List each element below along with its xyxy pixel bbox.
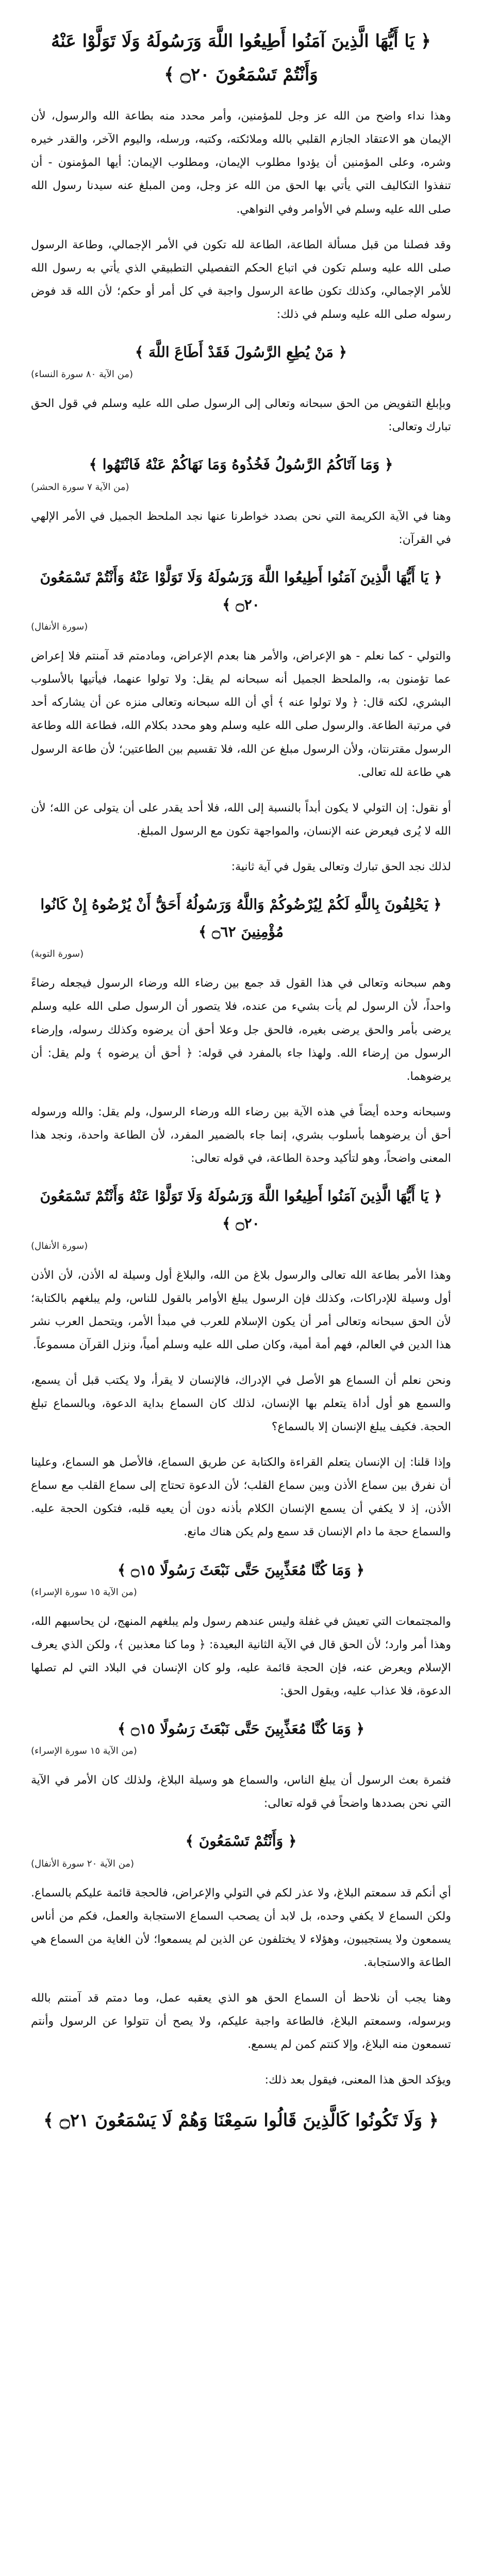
paragraph-5: والتولي - كما نعلم - هو الإعراض، والأمر هنا بعدم الإعراض، ومادمتم قد آمنتم فلا إعراض عما تؤمنون به، والملحظ الجميل أنه سبحانه لم يقل: ولا تولوا عنهما، فيأتيها بالأسلوب البشري، لكنه قال: ﴿ ولا تولوا عنه ﴾ أي أن الله سبحانه وتعالى منزه عن أن يشاركه أحد في مرتبة الطاعة. والرسول صلى الله عليه وسلم وهو محدد بكلام الله، فطاعة الله وطاعة الرسول مقترنتان، ولأن الرسول مبلغ عن الله، فلا تقسيم بين الطاعتين؛ لأن طاعة الرسول هي طاعة لله تعالى. [31,650,451,779]
paragraph-12: وإذا قلنا: إن الإنسان يتعلم القراءة والكتابة عن طريق السماع، فالأصل هو السماع، وعلينا أن نفرق بين سماع الأذن وبين سماع القلب؛ لأن الدعوة تحتاج إلى سماع القلب مع سماع الأذن، إذ لا يكفي أن يسمع الإنسان الكلام بأذنه دون أن يعيه قلبه، فتكون الحجة عليه. والسماع حجة ما دام الإنسان قد سمع ولم يكن هناك مانع. [31,1456,451,1539]
paragraph-14: فثمرة بعث الرسول أن يبلغ الناس، والسماع هو وسيلة البلاغ، ولذلك كان الأمر في الآية التي نحن بصددها واضحاً في قوله تعالى: [31,1774,451,1810]
paragraph-2: وقد فصلنا من قبل مسألة الطاعة، الطاعة لله تكون في الأمر الإجمالي، وطاعة الرسول صلى الله عليه وسلم تكون في اتباع الحكم التفصيلي التطبيقي الذي يأتي به رسول الله للأمر الإجمالي، وكذلك تكون طاعة الرسول واجبة في كل أمر أو حكم؛ لأن الله قد فوض رسوله صلى الله عليه وسلم في ذلك: [31,238,451,321]
paragraph-6: أو نقول: إن التولي لا يكون أبداً بالنسبة إلى الله، فلا أحد يقدر على أن يتولى عن الله؛ لأن الله لا يُرى فيعرض عنه الإنسان، والمواجهة تكون مع الرسول المبلغ. [31,801,451,838]
verse-2: ﴿ مَنْ يُطِعِ الرَّسُولَ فَقَدْ أَطَاعَ اللَّهَ ﴾ [135,344,347,361]
paragraph-9: وسبحانه وحده أيضاً في هذه الآية بين رضاء الله ورضاء الرسول، ولم يقل: والله ورسوله أحق أن يرضوهما بأسلوب بشري، إنما جاء بالضمير المفرد، لأن الطاعة واحدة، ونجد هذا المعنى واضحاً، وهو لتأكيد وحدة الطاعة، في قوله تعالى: [31,1105,451,1165]
paragraph-8: وهم سبحانه وتعالى في هذا القول قد جمع بين رضاء الله ورضاء الرسول فيجعله رضاءً واحداً، لأن الرسول لم يأت بشيء من عنده، فلا يتصور أن الرسول صلى الله عليه وسلم يرضى بأمر والحق يرضى بغيره، فالحق جل وعلا أحق أن يرضوه وكذلك رسوله، وإرضاء الرسول من إرضاء الله. ولهذا جاء بالمفرد في قوله: ﴿ أحق أن يرضوه ﴾ ولم يقل: أن يرضوهما. [31,977,451,1083]
paragraph-17: ويؤكد الحق هذا المعنى، فيقول بعد ذلك: [264,2074,451,2087]
verse-3-reference: (من الآية ٧ سورة الحشر) [31,481,129,493]
verse-7: ﴿ وَمَا كُنَّا مُعَذِّبِينَ حَتَّى نَبْعَثَ رَسُولًا ۝١٥ ﴾ [117,1561,365,1579]
paragraph-10: وهذا الأمر بطاعة الله تعالى والرسول بلاغ من الله، والبلاغ أول وسيلة له الأذن، لأن الأذن أول وسيلة للإدراكات، وكذلك فإن الرسول يبلغ الأوامر بالقول للناس، ولم يبلغهم بالكتابة؛ لأن الحق سبحانه وتعالى أمر أن يكون الإسلام للعرب في مبدأ الأمر، ويتحمل العرب نشر هذا الدين في العالم، فهم أمة أمية، وكان صلى الله عليه وسلم أمياً، ونزل القرآن مسموعاً. [31,1268,451,1351]
closing-verse: ﴿ وَلَا تَكُونُوا كَالَّذِينَ قَالُوا سَمِعْنَا وَهُمْ لَا يَسْمَعُونَ ۝٢١ ﴾ [43,2110,439,2131]
paragraph-15: أي أنكم قد سمعتم البلاغ، ولا عذر لكم في التولي والإعراض، فالحجة قائمة عليكم بالسماع. ولكن السماع لا يكفي وحده، بل لابد أن يصحب السماع الاستجابة والعمل، فكم من أناس يسمعون ولا يستجيبون، وهؤلاء لا يختلفون عن الذين لم يسمعوا؛ لأن الغاية من السماع هي الطاعة والاستجابة. [31,1886,451,1969]
verse-4: ﴿ يَا أَيُّهَا الَّذِينَ آمَنُوا أَطِيعُوا اللَّهَ وَرَسُولَهُ وَلَا تَوَلَّوْا عَنْهُ وَأَنْتُمْ تَسْمَعُونَ ۝٢٠ ﴾ [40,568,442,613]
verse-8: ﴿ وَمَا كُنَّا مُعَذِّبِينَ حَتَّى نَبْعَثَ رَسُولًا ۝١٥ ﴾ [117,1720,365,1738]
verse-7-reference: (من الآية ١٥ سورة الإسراء) [31,1586,137,1598]
verse-9: ﴿ وَأَنْتُمْ تَسْمَعُونَ ﴾ [185,1833,297,1850]
verse-4-reference: (سورة الأنفال) [31,621,88,633]
paragraph-16: وهنا يجب أن نلاحظ أن السماع الحق هو الذي يعقبه عمل، وما دمتم قد آمنتم بالله وبرسوله، وسمعتم البلاغ، فالطاعة واجبة عليكم، ولا يصح أن تتولوا عن الرسول وأنتم تسمعون منه البلاغ، وإلا كنتم كمن لم يسمع. [31,1992,451,2052]
verse-2-reference: (من الآية ٨٠ سورة النساء) [31,369,133,380]
paragraph-7: لذلك نجد الحق تبارك وتعالى يقول في آية ثانية: [231,860,451,873]
paragraph-4: وهنا في الآية الكريمة التي نحن بصدد خواطرنا عنها نجد الملحظ الجميل في الأمر الإلهي في القرآن: [31,510,451,546]
paragraph-13: والمجتمعات التي تعيش في غفلة وليس عندهم رسول ولم يبلغهم المنهج، لن يحاسبهم الله، وهذا أمر وارد؛ لأن الحق قال في الآية الثانية البعيدة: ﴿ وما كنا معذبين ﴾، ولكن الذي يعرف الإسلام ويعرض عنه، فإن الحجة قائمة عليه، ولو كان الإنسان في البلاد التي لم تصلها الدعوة، فلا عذاب عليه، ويقول الحق: [31,1615,451,1698]
opening-verse: ﴿ يَا أَيُّهَا الَّذِينَ آمَنُوا أَطِيعُوا اللَّهَ وَرَسُولَهُ وَلَا تَوَلَّوْا عَنْهُ وَأَنْتُمْ تَسْمَعُونَ ۝٢٠ ﴾ [51,31,431,85]
paragraph-11: ونحن نعلم أن السماع هو الأصل في الإدراك، فالإنسان لا يقرأ، ولا يكتب قبل أن يسمع، والسمع هو أول أداة يتعلم بها الإنسان، لذلك كان السماع بداية الدعوة، وبالسماع تبلغ الحجة. فكيف يبلغ الإنسان إلا بالسماع؟ [31,1374,451,1434]
verse-6: ﴿ يَا أَيُّهَا الَّذِينَ آمَنُوا أَطِيعُوا اللَّهَ وَرَسُولَهُ وَلَا تَوَلَّوْا عَنْهُ وَأَنْتُمْ تَسْمَعُونَ ۝٢٠ ﴾ [40,1188,442,1232]
verse-6-reference: (سورة الأنفال) [31,1240,88,1251]
verse-3: ﴿ وَمَا آتَاكُمُ الرَّسُولُ فَخُذُوهُ وَمَا نَهَاكُمْ عَنْهُ فَانْتَهُوا ﴾ [89,456,393,473]
verse-8-reference: (من الآية ١٥ سورة الإسراء) [31,1745,137,1757]
paragraph-1: وهذا نداء واضح من الله عز وجل للمؤمنين، وأمر محدد منه بطاعة الله والرسول، لأن الإيمان هو الاعتقاد الجازم القلبي بالله وملائكته، وكتبه، ورسله، واليوم الآخر، والقدر خيره وشره، وعلى المؤمنين أن يؤدوا مطلوب الإيمان، ومطلوب الإيمان: أيها المؤمنون - أن تنفذوا التكاليف التي يأتي بها الحق من الله عز وجل، ومن المبلغ عنه سيدنا رسول الله صلى الله عليه وسلم في الأوامر وفي النواهي. [31,110,451,216]
verse-9-reference: (من الآية ٢٠ سورة الأنفال) [31,1858,135,1869]
paragraph-3: وبإبلغ التفويض من الحق سبحانه وتعالى إلى الرسول صلى الله عليه وسلم في قول الحق تبارك وتعالى: [31,397,451,434]
verse-5: ﴿ يَحْلِفُونَ بِاللَّهِ لَكُمْ لِيُرْضُوكُمْ وَاللَّهُ وَرَسُولُهُ أَحَقُّ أَنْ يُرْضُوهُ إِنْ كَانُوا مُؤْمِنِينَ ۝٦٢ ﴾ [40,896,442,941]
verse-5-reference: (سورة التوبة) [31,948,84,960]
